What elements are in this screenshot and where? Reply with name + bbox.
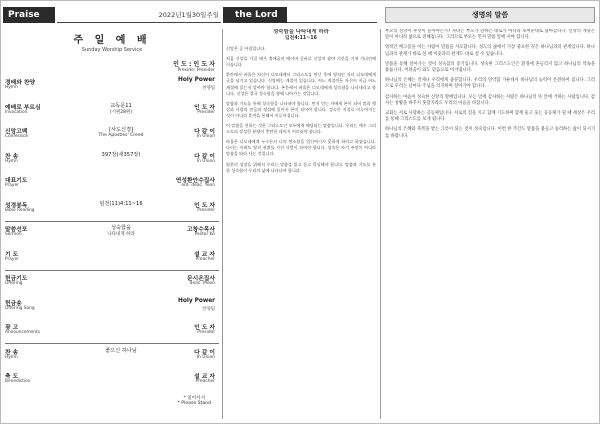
worship-item — [5, 175, 219, 195]
worship-item-detail: 교독문11 — [110, 102, 132, 109]
worship-subtitle: Sunday Worship Service — [81, 47, 143, 53]
worship-item — [5, 347, 219, 367]
paragraph: 영혼의 성장을 위해서 우리는 말씀을 읽고 듣고 묵상해야 합니다. 말씀과 기도를 통한 성숙함이 우리의 삶에 나타나야 합니다. — [226, 161, 376, 173]
worship-item-english: Offering — [5, 281, 23, 286]
worship-item — [5, 371, 219, 391]
paragraph: 말씀을 통해 살아가는 것이 성숙함의 증거입니다. 성숙한 그리스도인은 환경에 흔들리지 않고 하나님의 약속을 붙듭니다. 어려움이 와도 믿음으로 이겨냅니다. — [385, 61, 595, 74]
leader-line — [173, 59, 215, 73]
worship-item-leader-en: ord. deac. Yeon — [181, 183, 215, 188]
worship-item-name: 말씀선포 — [5, 227, 28, 233]
paragraph: 감사하는 마음이 성숙한 신앙의 열매입니다. 모든 일에 감사하는 사람은 하나님의 뜻 안에 거하는 사람입니다. 감사는 상황을 바꾸지 못할지라도 우리의 마음을 바꿉니다. — [385, 94, 595, 106]
worship-item-detail-sub: 나타내게 하라 — [107, 232, 135, 237]
worship-item — [5, 322, 219, 342]
worship-item-name: 기 도 — [5, 251, 19, 258]
worship-item-name: 대표기도 — [5, 178, 28, 184]
stand-footnote — [178, 395, 211, 406]
worship-item-name: 헌금기도 — [5, 276, 28, 282]
worship-title: 주 일 예 배 — [73, 35, 151, 46]
worship-item-detail: 좋으신 하나님 — [105, 347, 137, 354]
worship-item-detail-sub: (시편28편) — [109, 109, 133, 115]
worship-item — [5, 200, 219, 220]
section-separator — [5, 221, 219, 222]
worship-item-leader: 설 교 자 — [194, 251, 215, 258]
header-rule — [287, 22, 377, 23]
stand-footnote-en: * Please Stand — [177, 401, 211, 406]
sermon-reference: 딤전4:11~16 — [285, 36, 317, 41]
order-of-worship — [5, 29, 219, 419]
worship-item-leader-en: Pastor Ko — [194, 232, 215, 237]
worship-item — [5, 224, 219, 244]
service-date: 2022년1월30일주일 — [57, 7, 221, 23]
worship-item-detail: 딤전(11)4:11~16 — [99, 200, 143, 207]
worship-item-english: Announcements — [5, 330, 40, 335]
worship-item-leader-en: 찬양팀 — [202, 86, 215, 91]
paragraph: 영적인 배고픔을 아는 사람이 말씀을 사모합니다. 성도의 삶에서 가장 중요한 것은 하나님과의 관계입니다. 하나님과의 관계가 바로 설 때 이웃과의 관계도 바로 설 수 있습니다. — [385, 45, 595, 57]
worship-item-leader: 인 도 자 — [194, 325, 215, 331]
the-lord-header: the Lord — [223, 7, 287, 23]
worship-item — [5, 298, 219, 318]
worship-item-detail: 성숙함을 — [110, 225, 132, 231]
column-divider-left — [222, 29, 223, 419]
worship-item-english: Invocation — [5, 109, 28, 115]
worship-item-leader-en: Preacher — [195, 256, 215, 262]
worship-item-detail: [사도신경] — [108, 127, 134, 133]
worship-item-detail: 397장(새357장) — [101, 151, 141, 158]
paragraph: 신앙은 곧 어림입니다. — [226, 46, 266, 52]
paragraph: 하나님의 은혜와 축복을 받는 그릇이 되는 것이 성숙입니다. 이번 한 주간도 말씀을 붙들고 승리하는 삶이 되시기를 바랍니다. — [385, 127, 595, 139]
sermon-title: 성숙함을 나타내게 하라 — [273, 29, 329, 35]
worship-item-leader: 고창수목사 — [187, 227, 215, 233]
worship-item-leader: 설 교 자 — [194, 374, 215, 380]
paragraph: 하나님의 은혜는 언제나 우리에게 충분합니다. 우리의 연약함 가운데서 하나님의 능력이 온전하여 집니다. 그러므로 우리는 날마다 주님을 의지하며 살아가야 합니다. — [385, 78, 595, 90]
word-of-life-title: 생명의 말씀 — [385, 7, 595, 23]
worship-item-leader: Holy Power — [178, 297, 215, 304]
paragraph: 환란에서 바울은 자신이 디모데에서 그리스도를 만난 후에 영적인 자녀 디모데에게 글을 남기고 있습니다. 신앙에는 계절이 있습니다. 어느 계절이든 자신이 지금 어느 계절에 있는지 알아야 합니다. 본문에서 바울은 디모데에게 성숙함을 나타내라고 합니다. 신앙은 결국 성숙함을 향해 나아가는 것입니다. — [226, 72, 376, 96]
praise-header: Praise — [3, 7, 55, 23]
worship-item-name: 찬 송 — [5, 349, 19, 356]
worship-item — [5, 102, 219, 122]
worship-item-leader-en: deac. Moon — [189, 281, 215, 286]
worship-item-name: 예배로 부르심 — [5, 104, 41, 111]
worship-item-leader: 인 도 자 — [194, 104, 215, 111]
worship-item — [5, 151, 219, 171]
worship-item-leader-en: In Union — [196, 354, 215, 360]
worship-item-name: 축 도 — [5, 374, 19, 380]
leader-en: Preside: Presider — [177, 68, 215, 73]
worship-item-english: Offering Song — [5, 305, 35, 311]
worship-item-english: Hymn — [5, 85, 18, 90]
word-of-life-column — [385, 29, 595, 419]
column-divider-right — [380, 29, 381, 419]
worship-item-english: Hymn — [5, 354, 18, 360]
paragraph: 말씀과 기도를 통해 성숙함을 나타내야 합니다. 먼저 믿는 자에게 본이 되어 말과 행실과 사랑과 믿음과 정절에 있어서 본이 되어야 합니다. 성숙은 저절로 이루어지는 것이 아니라 훈련을 통해서 이루어집니다. — [226, 100, 376, 118]
worship-item-name: 찬 송 — [5, 153, 19, 160]
section-separator — [5, 270, 219, 271]
worship-item-name: 신앙고백 — [5, 129, 28, 135]
worship-item — [5, 77, 219, 97]
paragraph: 교회는 서로 사랑하는 공동체입니다. 서로의 짐을 지고 함께 기도하며 함께 울고 웃는 공동체가 될 때 세상은 우리를 통해 그리스도를 보게 됩니다. — [385, 111, 595, 123]
worship-item-english: Prayer — [5, 256, 19, 262]
worship-item-leader-en: Presider — [197, 207, 215, 213]
worship-item-name: 경배와 찬양 — [5, 80, 36, 86]
worship-item — [5, 273, 219, 293]
worship-item-english: Prayer — [5, 183, 19, 188]
worship-item-leader: 다 같 이 — [194, 153, 215, 160]
worship-item — [5, 126, 219, 146]
worship-item-english: Benediction — [5, 379, 31, 384]
paragraph: 바울은 디모데에게 누구든지 너의 연소함을 업신여기지 못하게 하라고 하였습니다. 나이는 어려도 영적 권위를 가진 사람이 되어야 합니다. 성숙은 자기 주장이 아니라 말씀을 따라 사는 것입니다. — [226, 139, 376, 157]
paragraph: 처음 신앙을 가질 때가 출애굽의 때이며 곧바로 신앙의 광야 기간을 거쳐 가나안에 이릅니다. — [226, 56, 376, 68]
worship-item — [5, 249, 219, 269]
section-separator — [5, 343, 219, 344]
worship-item-leader-en: In Union — [196, 158, 215, 164]
worship-item-leader: Holy Power — [178, 77, 215, 83]
worship-item-english: Confession — [5, 134, 29, 139]
worship-item-detail-sub: The Apostles' Creed — [98, 133, 144, 138]
worship-item-name: 성경봉독 — [5, 202, 28, 209]
worship-item-leader-en: 찬양팀 — [202, 306, 215, 312]
worship-item-leader: 연성환안수집사 — [175, 178, 215, 184]
worship-item-name: 광 고 — [5, 325, 19, 331]
worship-item-leader-en: Presider — [197, 330, 215, 335]
stand-footnote-ko: * 일어서서 — [183, 396, 206, 401]
worship-item-leader: 다 같 이 — [194, 349, 215, 356]
worship-item-english: Sermon — [5, 232, 22, 237]
worship-item-english: Bible Reading — [5, 207, 35, 213]
leader-label: 인 도 : 인 도 자 — [173, 61, 215, 68]
paragraph: 부모의 신앙이 무엇이 물어야는가? 자녀는 부모가 말하는 대로가 아니라 보여준대로 닮아갑니다. 신앙의 계승은 말이 아니라 삶으로 전해집니다. 그러므로 부모는 먼저 말씀 앞에 서야 합니다. — [385, 29, 595, 41]
worship-item-leader-en: Presider — [197, 109, 215, 115]
worship-item-leader: 다 같 이 — [194, 129, 215, 135]
worship-item-leader: 인 도 자 — [194, 202, 215, 209]
worship-item-leader-en: In Union — [196, 134, 215, 139]
paragraph: 이 말씀을 전하는 것은 그리스도인 모두에게 해당되는 말씀입니다. 우리는 예수 그리스도의 장성한 분량이 충만한 데까지 이르러야 합니다. — [226, 123, 376, 135]
worship-item-name: 헌금송 — [5, 300, 22, 307]
sermon-column — [226, 29, 376, 419]
worship-item-leader: 문시온집사 — [187, 276, 215, 282]
worship-item-english: Hymn — [5, 158, 18, 164]
worship-item-leader-en: Preacher — [195, 379, 215, 384]
